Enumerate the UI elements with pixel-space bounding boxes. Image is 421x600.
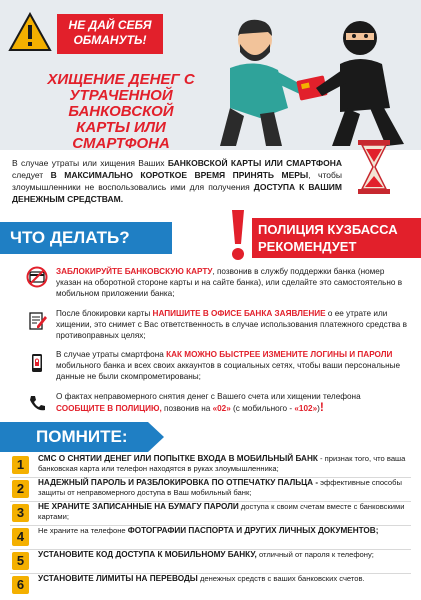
slogan-banner: НЕ ДАЙ СЕБЯ ОБМАНУТЬ! [57,14,163,54]
item-number: 4 [12,528,29,546]
police-line-1: ПОЛИЦИЯ КУЗБАССА [258,222,398,237]
police-line-2: РЕКОМЕНДУЕТ [258,239,357,254]
step-highlight: СООБЩИТЕ В ПОЛИЦИЮ, [56,404,162,413]
item-number: 6 [12,576,29,594]
remember-heading: ПОМНИТЕ: [0,422,148,452]
heading-arrow [150,222,168,254]
thief-illustration [200,8,415,148]
list-item [0,526,421,550]
step-text: О фактах неправомерного снятия денег с Вашего счета или хищении телефона [56,392,361,401]
step-highlight: КАК МОЖНО БЫСТРЕЕ ИЗМЕНИТЕ ЛОГИНЫ И ПАРОЛИ [166,350,393,359]
document-pen-icon [26,310,48,332]
phone-call-icon [26,392,48,414]
step-write-statement [56,308,411,341]
item-text [38,526,414,536]
exclamation-icon [228,208,248,262]
item-bold: УСТАНОВИТЕ ЛИМИТЫ НА ПЕРЕВОДЫ [38,574,198,583]
item-bold: НАДЕЖНЫЙ ПАРОЛЬ И РАЗБЛОКИРОВКА ПО ОТПЕЧАТКУ ПАЛЬЦА - [38,478,319,487]
item-text [38,574,414,584]
step-text: После блокировки карты [56,309,153,318]
item-rest: доступа к своим счетам вместе с банковскими картами; [38,502,405,521]
item-number: 3 [12,504,29,522]
step-change-passwords [56,349,411,382]
item-number: 2 [12,480,29,498]
warning-triangle-icon [8,12,52,52]
exclamation-mark: ! [319,400,324,414]
step-text: (с мобильного - [230,404,295,413]
step-text: мобильного банка и всех своих аккаунтов в социальных сетях, чтобы ваши персональные данные не были скомпрометированы; [56,361,401,381]
what-to-do-heading: ЧТО ДЕЛАТЬ? [0,222,172,254]
item-rest: эффективные способы защиты от неправомерного доступа в Ваш мобильный банк; [38,478,402,497]
item-text [38,502,414,522]
item-bold: НЕ ХРАНИТЕ ЗАПИСАННЫЕ НА БУМАГУ ПАРОЛИ [38,502,239,511]
step-highlight: ЗАБЛОКИРУЙТЕ БАНКОВСКУЮ КАРТУ [56,267,213,276]
item-number: 1 [12,456,29,474]
step-text: В случае утраты смартфона [56,350,167,359]
intro-paragraph [12,157,342,205]
list-item [0,550,421,574]
step-report-police [56,391,411,414]
police-number: «02» [212,404,231,413]
item-text [38,550,414,560]
heading-arrow [148,422,164,452]
item-bold: УСТАНОВИТЕ КОД ДОСТУПА К МОБИЛЬНОМУ БАНКУ, [38,550,257,559]
step-text: , позвонив в службу поддержки банка (номер указан на оборотной стороне карты и на сайте банка), или сделайте это самостоятельно в мобильном приложении банка; [56,267,403,298]
step-block-card [56,266,411,299]
item-text [38,454,414,474]
card-blocked-icon [26,266,48,288]
list-item [0,454,421,478]
hourglass-icon [355,138,393,196]
step-highlight: НАПИШИТЕ В ОФИСЕ БАНКА ЗАЯВЛЕНИЕ [152,309,326,318]
item-rest: Не храните на телефоне [38,526,128,535]
step-text: о ее утрате или хищении, это снимет с Вас ответственность в случае использования платежного средства в противоправных целях; [56,309,407,340]
item-number: 5 [12,552,29,570]
intro-emphasis: В МАКСИМАЛЬНО КОРОТКОЕ ВРЕМЯ ПРИНЯТЬ МЕРЫ [50,170,309,180]
item-rest: отличный от пароля к телефону; [256,550,374,559]
item-rest: - признак того, что ваша банковская карта или телефон находятся в руках злоумышленника; [38,454,406,473]
list-item [0,574,421,598]
item-rest: денежных средств с ваших банковских счетов. [197,574,365,583]
intro-text: следует [12,170,51,180]
list-item [0,478,421,502]
item-bold: СМС О СНЯТИИ ДЕНЕГ ИЛИ ПОПЫТКЕ ВХОДА В МОБИЛЬНЫЙ БАНК [38,454,318,463]
remember-list [0,454,421,598]
intro-emphasis: ДОСТУПА К ВАШИМ ДЕНЕЖНЫМ СРЕДСТВАМ. [12,182,342,204]
intro-text: В случае утраты или хищения Ваших [12,158,168,168]
police-mobile-number: «102» [294,404,318,413]
step-text: позвонив на [161,404,213,413]
police-recommends-banner [252,218,421,258]
list-item [0,502,421,526]
smartphone-lock-icon [26,352,48,374]
page-title: ХИЩЕНИЕ ДЕНЕГ С УТРАЧЕННОЙ БАНКОВСКОЙ КАРТЫ ИЛИ СМАРТФОНА [47,71,195,152]
item-bold: ФОТОГРАФИИ ПАСПОРТА И ДРУГИХ ЛИЧНЫХ ДОКУМЕНТОВ; [127,526,379,535]
step-text: ) [317,404,320,413]
intro-emphasis: БАНКОВСКОЙ КАРТЫ ИЛИ СМАРТФОНА [167,158,342,168]
item-text [38,478,414,498]
intro-text: , чтобы злоумышленники не воспользовались ими для получения [12,170,342,192]
